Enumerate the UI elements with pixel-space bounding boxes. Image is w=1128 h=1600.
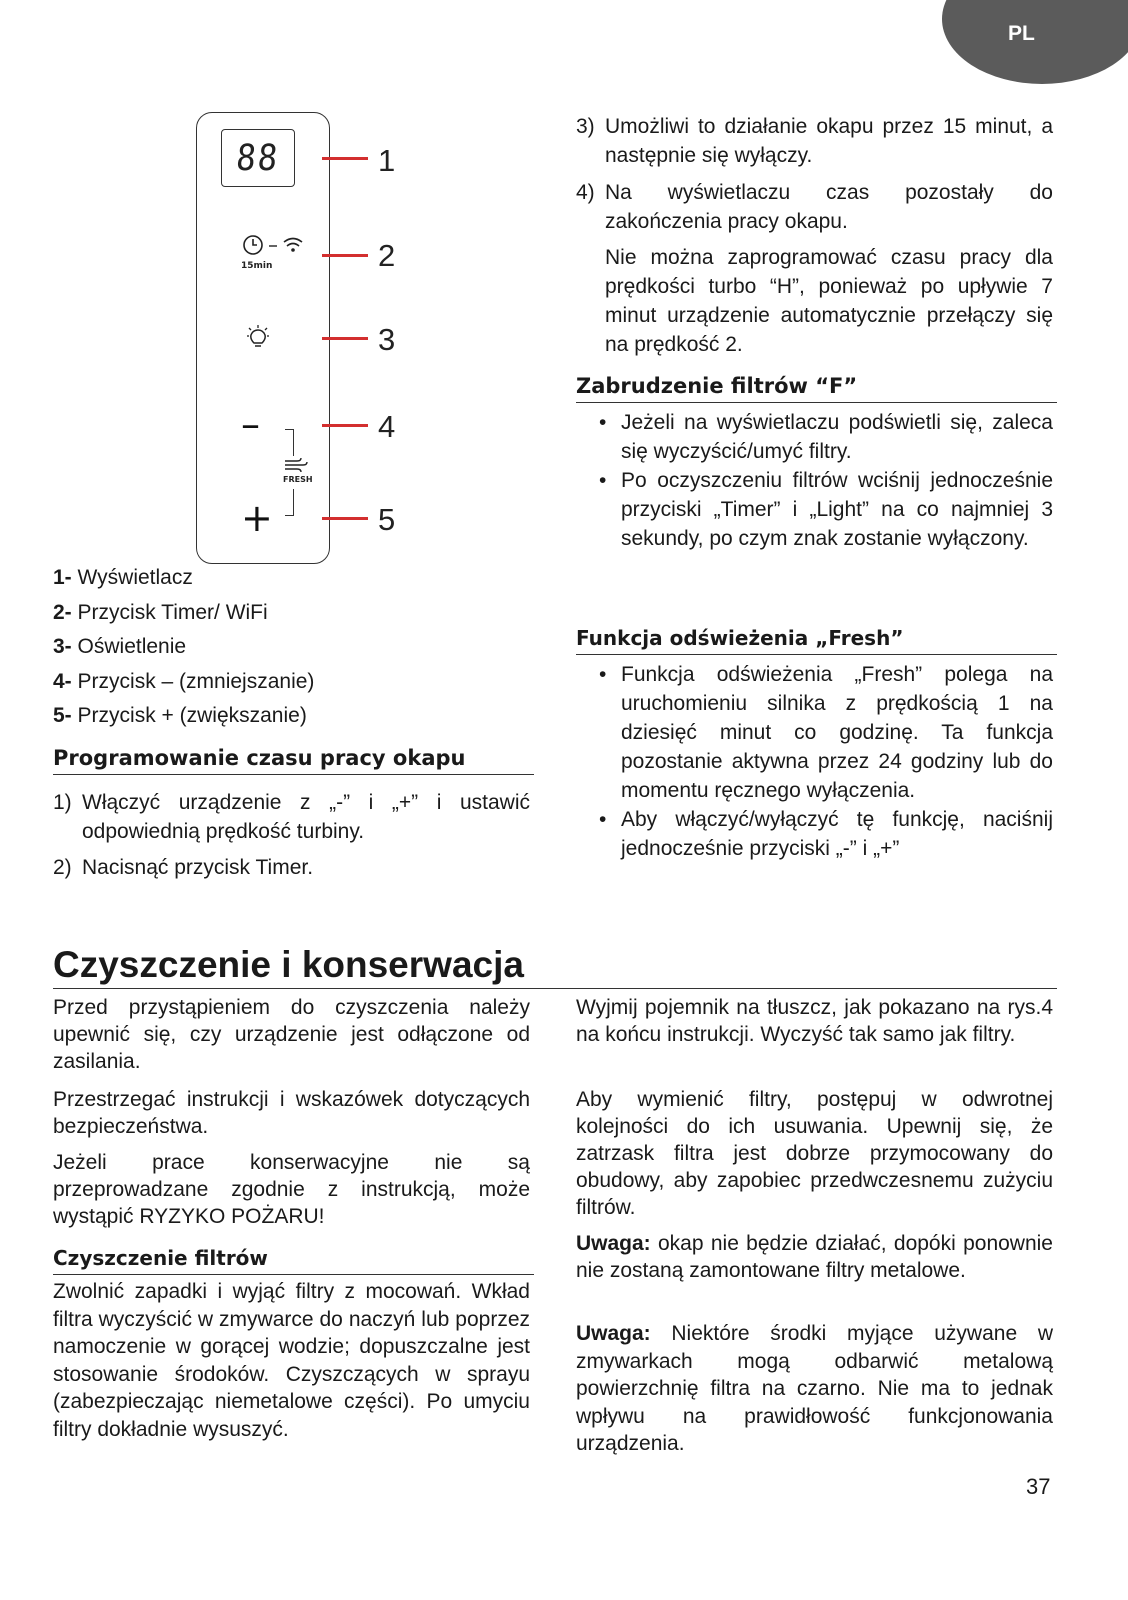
timer-duration-label: 15min bbox=[241, 261, 273, 271]
note-paragraph bbox=[576, 1230, 1053, 1284]
cleaning-paragraph: Aby wymienić filtry, postępuj w odwrotnej kolejności do ich usuwania. Upewnij się, że zatrzask filtra jest dobrze przymocowany do obudowy, aby zapobiec przedwczesnemu zużyciu filtrów. bbox=[576, 1088, 1053, 1219]
programming-heading: Programowanie czasu pracy okapu bbox=[53, 746, 534, 775]
callout-line-3 bbox=[322, 337, 368, 340]
legend-text: Przycisk + (zwiększanie) bbox=[77, 704, 307, 727]
callout-number-4: 4 bbox=[378, 409, 396, 444]
fresh-label: FRESH bbox=[283, 475, 313, 484]
step-number: 3) bbox=[576, 115, 595, 138]
language-tab bbox=[942, 0, 1128, 84]
note-paragraph bbox=[576, 1320, 1053, 1458]
minus-button-icon: – bbox=[241, 402, 260, 446]
cleaning-paragraph: Jeżeli prace konserwacyjne nie są przeprowadzane zgodnie z instrukcją, może wystąpić RYZYKO POŻARU! bbox=[53, 1151, 530, 1228]
turbo-note: Nie można zaprogramować czasu pracy dla prędkości turbo “H”, ponieważ po upływie 7 minut urządzenie automatycznie przełączy się na prędkość 2. bbox=[605, 246, 1053, 356]
cleaning-paragraph: Wyjmij pojemnik na tłuszcz, jak pokazano na rys.4 na końcu instrukcji. Wyczyść tak samo jak filtry. bbox=[576, 996, 1053, 1046]
step-number: 1) bbox=[53, 791, 72, 814]
legend-text: Przycisk Timer/ WiFi bbox=[77, 601, 268, 624]
legend-number: 3- bbox=[53, 635, 72, 658]
callout-number-3: 3 bbox=[378, 322, 396, 357]
callout-number-5: 5 bbox=[378, 502, 396, 537]
step-number: 4) bbox=[576, 181, 595, 204]
legend-number: 1- bbox=[53, 566, 72, 589]
legend-number: 5- bbox=[53, 704, 72, 727]
list-item: • Jeżeli na wyświetlaczu podświetli się, zaleca się wyczyścić/umyć filtry. bbox=[621, 408, 1053, 466]
language-label: PL bbox=[1008, 22, 1035, 45]
fresh-icon bbox=[283, 457, 313, 484]
note-label: Uwaga: bbox=[576, 1322, 651, 1345]
list-item: • Po oczyszczeniu filtrów wciśnij jednocześnie przyciski „Timer” i „Light” na co najmniej 3 sekundy, po czym znak zostanie wyłączony. bbox=[621, 466, 1053, 553]
legend-number: 2- bbox=[53, 601, 72, 624]
legend-item bbox=[53, 704, 307, 728]
callout-line-5 bbox=[322, 517, 368, 520]
note-text: Niektóre środki myjące używane w zmywarkach mogą odbarwić metalową powierzchnię filtra na czarno. Nie ma to jednak wpływu na prawidłowość funkcjonowania urządzenia. bbox=[576, 1322, 1053, 1455]
light-bulb-icon bbox=[245, 325, 271, 356]
legend-text: Przycisk – (zmniejszanie) bbox=[77, 670, 315, 693]
step-text: Włączyć urządzenie z „-” i „+” i ustawić odpowiednią prędkość turbiny. bbox=[82, 791, 530, 843]
callout-number-1: 1 bbox=[378, 143, 396, 178]
cleaning-paragraph: Przed przystąpieniem do czyszczenia należy upewnić się, czy urządzenie jest odłączone od zasilania. bbox=[53, 996, 530, 1073]
note-text: okap nie będzie działać, dopóki ponownie nie zostaną zamontowane filtry metalowe. bbox=[576, 1232, 1053, 1282]
bracket-bottom bbox=[285, 489, 294, 516]
legend-number: 4- bbox=[53, 670, 72, 693]
list-item: • Funkcja odświeżenia „Fresh” polega na uruchomieniu silnika z prędkością 1 na dziesięć minut co godzinę. Ta funkcja pozostanie aktywna przez 24 godziny lub do momentu ręcznego wyłączenia. bbox=[621, 660, 1053, 805]
filters-dirty-heading: Zabrudzenie filtrów “F” bbox=[576, 374, 1057, 403]
plus-button-icon: + bbox=[241, 496, 273, 540]
section-title: Czyszczenie i konserwacja bbox=[53, 944, 1057, 989]
legend-text: Oświetlenie bbox=[77, 635, 187, 658]
filters-cleaning-heading: Czyszczenie filtrów bbox=[53, 1246, 534, 1275]
filters-cleaning-text: Zwolnić zapadki i wyjąć filtry z mocowań. Wkład filtra wyczyścić w zmywarce do naczyń lub poprzez namoczenie w gorącej wodzie; dopuszczalne jest stosowanie środoków. Czyszczących w sprayu (zabezpieczając niemetalowe części). Po umyciu filtry dokładnie wysuszyć. bbox=[53, 1280, 530, 1441]
cleaning-paragraph: Przestrzegać instrukcji i wskazówek dotyczących bezpieczeństwa. bbox=[53, 1088, 530, 1138]
legend-item bbox=[53, 601, 268, 625]
fresh-heading: Funkcja odświeżenia „Fresh” bbox=[576, 626, 1057, 655]
callout-line-2 bbox=[322, 254, 368, 257]
callout-line-1 bbox=[322, 157, 368, 160]
legend-item bbox=[53, 635, 186, 659]
page-number: 37 bbox=[1026, 1474, 1051, 1499]
legend-text: Wyświetlacz bbox=[77, 566, 193, 589]
note-label: Uwaga: bbox=[576, 1232, 651, 1255]
step-text: Umożliwi to działanie okapu przez 15 minut, a następnie się wyłączy. bbox=[605, 115, 1053, 167]
display-digits: 88 bbox=[234, 137, 282, 179]
timer-wifi-icon bbox=[241, 233, 321, 277]
callout-line-4 bbox=[322, 424, 368, 427]
step-text: Nacisnąć przycisk Timer. bbox=[82, 856, 314, 879]
display-window bbox=[221, 129, 295, 187]
legend-item bbox=[53, 566, 193, 590]
list-item: • Aby włączyć/wyłączyć tę funkcję, naciśnij jednocześnie przyciski „-” i „+” bbox=[621, 805, 1053, 863]
step-number: 2) bbox=[53, 856, 72, 879]
control-panel-diagram bbox=[196, 112, 330, 564]
bracket-top bbox=[285, 429, 294, 456]
step-text: Na wyświetlaczu czas pozostały do zakończenia pracy okapu. bbox=[605, 181, 1053, 233]
legend-item bbox=[53, 670, 314, 694]
callout-number-2: 2 bbox=[378, 238, 396, 273]
